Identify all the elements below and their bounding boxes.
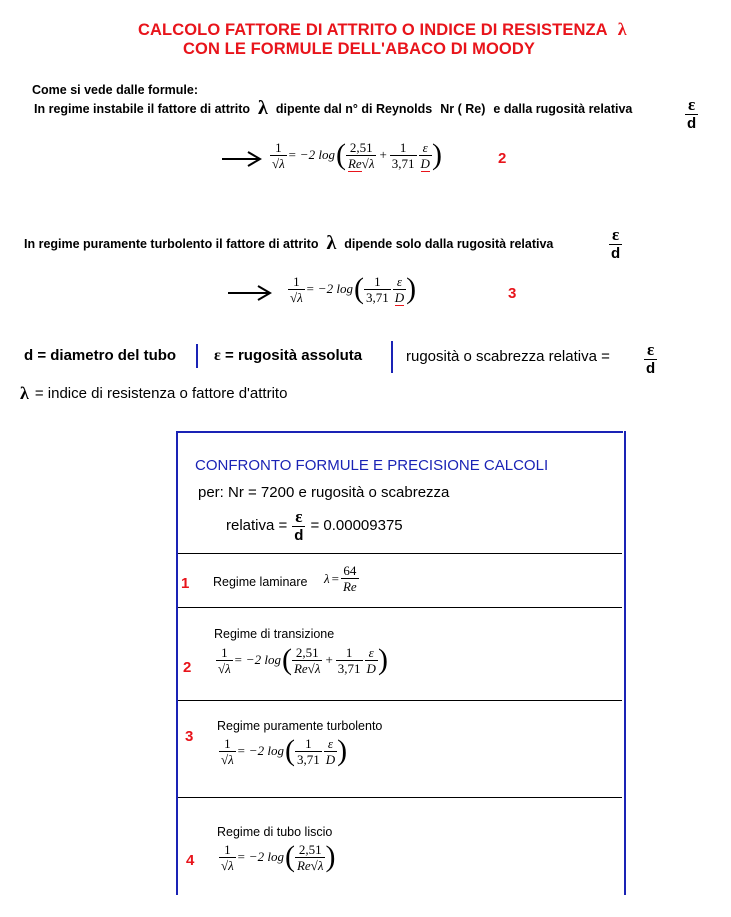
legend-eps-def: ε = rugosità assoluta — [214, 347, 363, 364]
formula2-lhs: $\frac{1}{√\lambda}$ — [272, 139, 285, 171]
intro-text-b: dipente dal n° di Reynolds — [275, 101, 433, 116]
intro-nr: Nr ( Re) — [440, 101, 486, 116]
formula2-frac-b: $\frac{1}{3,71}$ — [391, 139, 415, 171]
formula2-frac-a: $\frac{2,51}{Re√\lambda}$ — [347, 139, 375, 171]
row1-formula: λ = $\frac{64}{Re}$ — [324, 563, 357, 594]
intro-text-c: e dalla rugosità relativa — [493, 101, 633, 116]
box-eps-over-d: $\frac{\varepsilon}{d}$ — [294, 507, 304, 544]
box-border-top — [176, 431, 623, 433]
divider — [196, 344, 198, 368]
row4-label: Regime di tubo liscio — [217, 825, 333, 839]
intro-lambda: λ — [258, 97, 268, 119]
turbulent-eps-over-d: $\frac{\varepsilon}{d}$ — [611, 225, 621, 262]
title-line1: CALCOLO FATTORE DI ATTRITO O INDICE DI RESISTENZA — [138, 21, 608, 39]
row2-label: Regime di transizione — [214, 627, 335, 641]
arrow-icon — [226, 283, 274, 308]
box-relativa-line: relativa = $\frac{\varepsilon}{d}$ = 0.00009375 — [226, 507, 403, 544]
intro-eps-over-d: $\frac{\varepsilon}{d}$ — [687, 95, 697, 132]
formula2-label: 2 — [498, 150, 507, 167]
legend-lambda-def: λ = indice di resistenza o fattore d'attrito — [20, 383, 288, 403]
divider — [391, 341, 393, 373]
legend-d-def: d = diametro del tubo — [24, 347, 177, 364]
row-divider — [178, 700, 622, 701]
page-title — [138, 19, 627, 40]
legend-eps-over-d: $\frac{\varepsilon}{d}$ — [646, 340, 656, 377]
row1-label: Regime laminare — [213, 575, 308, 589]
paren-open: ( — [335, 138, 346, 171]
row3-label: Regime puramente turbolento — [217, 719, 383, 733]
intro-line2 — [34, 97, 632, 120]
formula-2: $\frac{1}{√\lambda}$ = −2 log ( $\frac{2,51}{Re√\lambda}$ + $\frac{1}{3,71}$ $\frac{\varepsilon}{D}$ ) — [272, 138, 442, 171]
formula2-eq: = −2 log — [287, 147, 335, 162]
row-divider — [178, 607, 622, 608]
row3-num: 3 — [185, 728, 194, 745]
arrow-icon — [220, 149, 264, 174]
formula2-frac-c: $\frac{\varepsilon}{D}$ — [420, 139, 430, 171]
row-divider — [178, 553, 622, 554]
intro-line1: Come si vede dalle formule: — [32, 83, 199, 97]
formula3-label: 3 — [508, 285, 517, 302]
row4-num: 4 — [186, 852, 195, 869]
row2-formula: $\frac{1}{√\lambda}$ = −2 log ( $\frac{2,51}{Re√\lambda}$ + $\frac{1}{3,71}$ $\frac{\varepsilon}{D}$ ) — [218, 643, 388, 676]
row-divider — [178, 797, 622, 798]
legend-rel-def: rugosità o scabrezza relativa = — [406, 348, 610, 365]
paren-close: ) — [431, 138, 442, 171]
title-lambda: λ — [617, 19, 627, 39]
box-per-line: per: Nr = 7200 e rugosità o scabrezza — [198, 484, 450, 501]
row4-formula: $\frac{1}{√\lambda}$ = −2 log ( $\frac{2,51}{Re√\lambda}$ ) — [221, 840, 336, 873]
row2-num: 2 — [183, 659, 192, 676]
turbulent-line: In regime puramente turbolento il fattore di attrito λ dipende solo dalla rugosità relativa — [24, 232, 554, 254]
page-subtitle: CON LE FORMULE DELL'ABACO DI MOODY — [183, 40, 535, 58]
row1-num: 1 — [181, 575, 190, 592]
turbulent-lambda: λ — [326, 232, 337, 254]
box-title: CONFRONTO FORMULE E PRECISIONE CALCOLI — [195, 457, 549, 474]
intro-text-a: In regime instabile il fattore di attrito — [34, 101, 251, 116]
row3-formula: $\frac{1}{√\lambda}$ = −2 log ( $\frac{1}{3,71}$ $\frac{\varepsilon}{D}$ ) — [221, 734, 348, 767]
formula-3: $\frac{1}{√\lambda}$ = −2 log ( $\frac{1}{3,71}$ $\frac{\varepsilon}{D}$ ) — [290, 272, 417, 305]
